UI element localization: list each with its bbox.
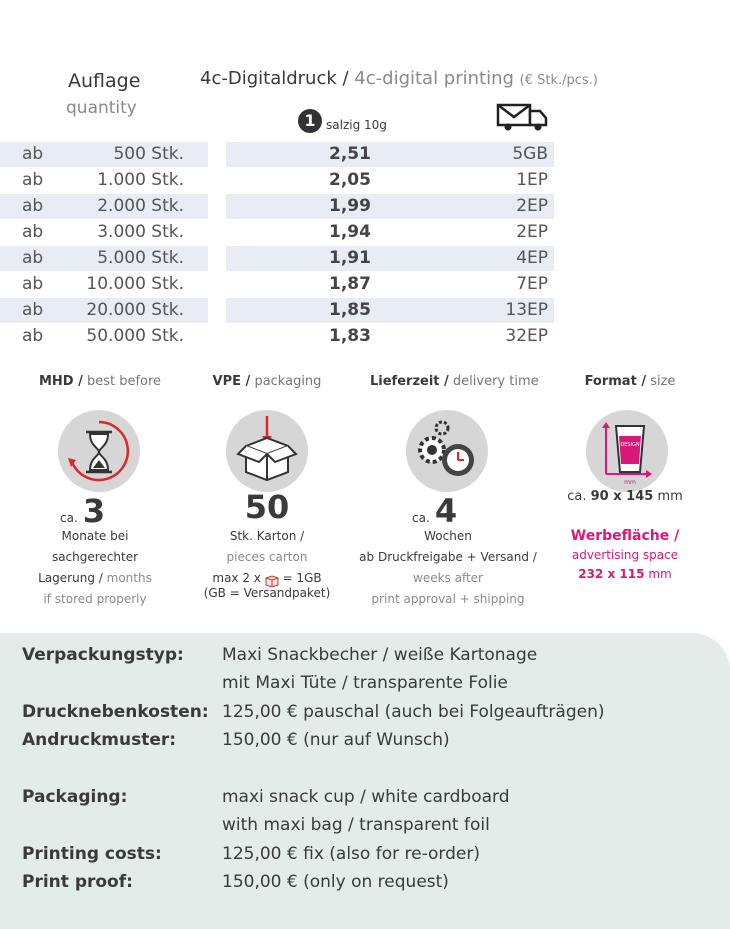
- mhd-value-line: [60, 492, 105, 530]
- hourglass-circle: [58, 410, 140, 492]
- delivery-value: 4: [434, 492, 458, 530]
- packaging-value-en-1: maxi snack cup / white cardboard: [222, 787, 510, 807]
- box-circle: [226, 410, 308, 492]
- row-ab: ab: [22, 170, 44, 190]
- mhd-line3-de: Lagerung /: [38, 571, 103, 585]
- vpe-title: [197, 374, 337, 389]
- details-panel: [0, 633, 730, 929]
- row-ab: ab: [22, 144, 44, 164]
- mhd-title-de: MHD /: [38, 374, 83, 389]
- format-ca: ca.: [567, 489, 587, 504]
- proof-value-de: 150,00 € (nur auf Wunsch): [222, 730, 450, 750]
- gears-circle: [406, 410, 488, 492]
- delivery-ca: ca.: [412, 511, 430, 525]
- row-shipping: 5GB: [512, 144, 548, 164]
- table-row: [0, 246, 560, 271]
- packaging-type-value-de-2: mit Maxi Tüte / transparente Folie: [222, 673, 508, 693]
- row-ab: ab: [22, 326, 44, 346]
- format-adv-de-line: [540, 526, 710, 547]
- row-quantity: 3.000 Stk.: [97, 222, 184, 242]
- format-title: [560, 374, 700, 389]
- vpe-line3b: = 1GB: [282, 571, 322, 585]
- format-size-unit: mm: [657, 489, 683, 504]
- packaging-value-en-2: with maxi bag / transparent foil: [222, 815, 490, 835]
- table-row: [0, 298, 560, 323]
- proof-value-en: 150,00 € (only on request): [222, 872, 449, 892]
- printing-costs-value-de: 125,00 € pauschal (auch bei Folgeaufträgen): [222, 702, 605, 722]
- table-row: [0, 194, 560, 219]
- row-price: 1,85: [329, 300, 371, 320]
- row-quantity: 500 Stk.: [113, 144, 184, 164]
- row-shipping: 1EP: [516, 170, 548, 190]
- proof-label-de: Andruckmuster:: [22, 730, 177, 750]
- delivery-line2: ab Druckfreigabe + Versand /: [359, 550, 537, 564]
- mhd-line3-en: months: [106, 571, 152, 585]
- quantity-header-de: Auflage: [68, 70, 141, 92]
- quantity-header-en: quantity: [66, 98, 137, 118]
- table-row: [0, 168, 560, 193]
- cup-size-icon: [586, 410, 668, 492]
- vpe-line1: Stk. Karton /: [229, 529, 305, 543]
- vpe-line2: pieces carton: [226, 550, 308, 564]
- row-price: 1,94: [329, 222, 371, 242]
- vpe-title-en: packaging: [254, 374, 322, 389]
- row-shipping: 2EP: [516, 222, 548, 242]
- row-ab: ab: [22, 222, 44, 242]
- row-price: 2,05: [329, 170, 371, 190]
- row-ab: ab: [22, 274, 44, 294]
- format-adv-de: Werbefläche /: [570, 528, 680, 544]
- mhd-value: 3: [82, 492, 106, 530]
- table-row: [0, 272, 560, 297]
- vpe-text: [172, 526, 362, 604]
- row-price: 1,83: [329, 326, 371, 346]
- vpe-value: 50: [244, 488, 290, 526]
- row-price: 1,87: [329, 274, 371, 294]
- row-price: 2,51: [329, 144, 371, 164]
- row-shipping: 32EP: [505, 326, 548, 346]
- row-shipping: 4EP: [516, 248, 548, 268]
- mhd-line1: Monate bei: [61, 529, 129, 543]
- mhd-title: [30, 374, 170, 389]
- variant-number-badge: 1: [298, 109, 322, 133]
- row-price: 1,99: [329, 196, 371, 216]
- row-quantity: 20.000 Stk.: [86, 300, 184, 320]
- box-icon: [226, 410, 308, 492]
- delivery-value-line: [412, 492, 457, 530]
- format-size-value: 90 x 145: [590, 489, 654, 504]
- delivery-line3: weeks after: [413, 571, 483, 585]
- table-row: [0, 220, 560, 245]
- printing-costs-label-en: Printing costs:: [22, 844, 162, 864]
- row-quantity: 1.000 Stk.: [97, 170, 184, 190]
- printing-costs-value-en: 125,00 € fix (also for re-order): [222, 844, 480, 864]
- printing-costs-label-de: Drucknebenkosten:: [22, 702, 209, 722]
- print-unit: (€ Stk./pcs.): [519, 73, 598, 88]
- delivery-title-en: delivery time: [452, 374, 539, 389]
- format-size: [540, 486, 710, 507]
- table-row: [0, 142, 560, 167]
- delivery-title: [370, 374, 539, 389]
- format-adv-size-line: [540, 564, 710, 585]
- packaging-label-en: Packaging:: [22, 787, 128, 807]
- format-adv-en: advertising space: [571, 548, 679, 562]
- row-quantity: 50.000 Stk.: [86, 326, 184, 346]
- variant-label: salzig 10g: [326, 118, 387, 132]
- format-adv: [540, 526, 710, 585]
- vpe-line4: (GB = Versandpaket): [203, 586, 331, 600]
- print-header: [200, 68, 598, 89]
- delivery-text: [348, 526, 548, 610]
- row-shipping: 2EP: [516, 196, 548, 216]
- hourglass-icon: [58, 410, 140, 492]
- row-ab: ab: [22, 248, 44, 268]
- truck-mail-icon: [496, 102, 548, 132]
- cup-label: DESIGN: [620, 442, 640, 448]
- mhd-line2: sachgerechter: [51, 550, 139, 564]
- mhd-line4: if stored properly: [43, 592, 147, 606]
- gears-clock-icon: [406, 410, 488, 492]
- mhd-line3: [0, 568, 190, 589]
- row-shipping: 13EP: [505, 300, 548, 320]
- format-title-de: Format /: [584, 374, 647, 389]
- print-header-en: 4c-digital printing: [354, 68, 514, 89]
- mhd-title-en: best before: [86, 374, 162, 389]
- cup-circle: [586, 410, 668, 492]
- format-adv-size: 232 x 115: [578, 567, 645, 581]
- format-adv-unit: mm: [648, 567, 672, 581]
- row-shipping: 7EP: [516, 274, 548, 294]
- row-ab: ab: [22, 196, 44, 216]
- row-quantity: 2.000 Stk.: [97, 196, 184, 216]
- proof-label-en: Print proof:: [22, 872, 133, 892]
- row-quantity: 10.000 Stk.: [86, 274, 184, 294]
- vpe-line3a: max 2 x: [212, 571, 261, 585]
- delivery-line4: print approval + shipping: [371, 592, 525, 606]
- table-row: [0, 324, 560, 349]
- packaging-type-label-de: Verpackungstyp:: [22, 645, 184, 665]
- print-header-de: 4c-Digitaldruck /: [200, 68, 349, 89]
- mhd-ca: ca.: [60, 511, 78, 525]
- row-quantity: 5.000 Stk.: [97, 248, 184, 268]
- row-ab: ab: [22, 300, 44, 320]
- format-title-en: size: [650, 374, 676, 389]
- vpe-title-de: VPE /: [212, 374, 251, 389]
- packaging-type-value-de-1: Maxi Snackbecher / weiße Kartonage: [222, 645, 538, 665]
- delivery-title-de: Lieferzeit /: [370, 374, 449, 389]
- delivery-line1: Wochen: [424, 529, 472, 543]
- cup-unit: mm: [624, 479, 636, 486]
- mhd-text: [0, 526, 190, 610]
- row-price: 1,91: [329, 248, 371, 268]
